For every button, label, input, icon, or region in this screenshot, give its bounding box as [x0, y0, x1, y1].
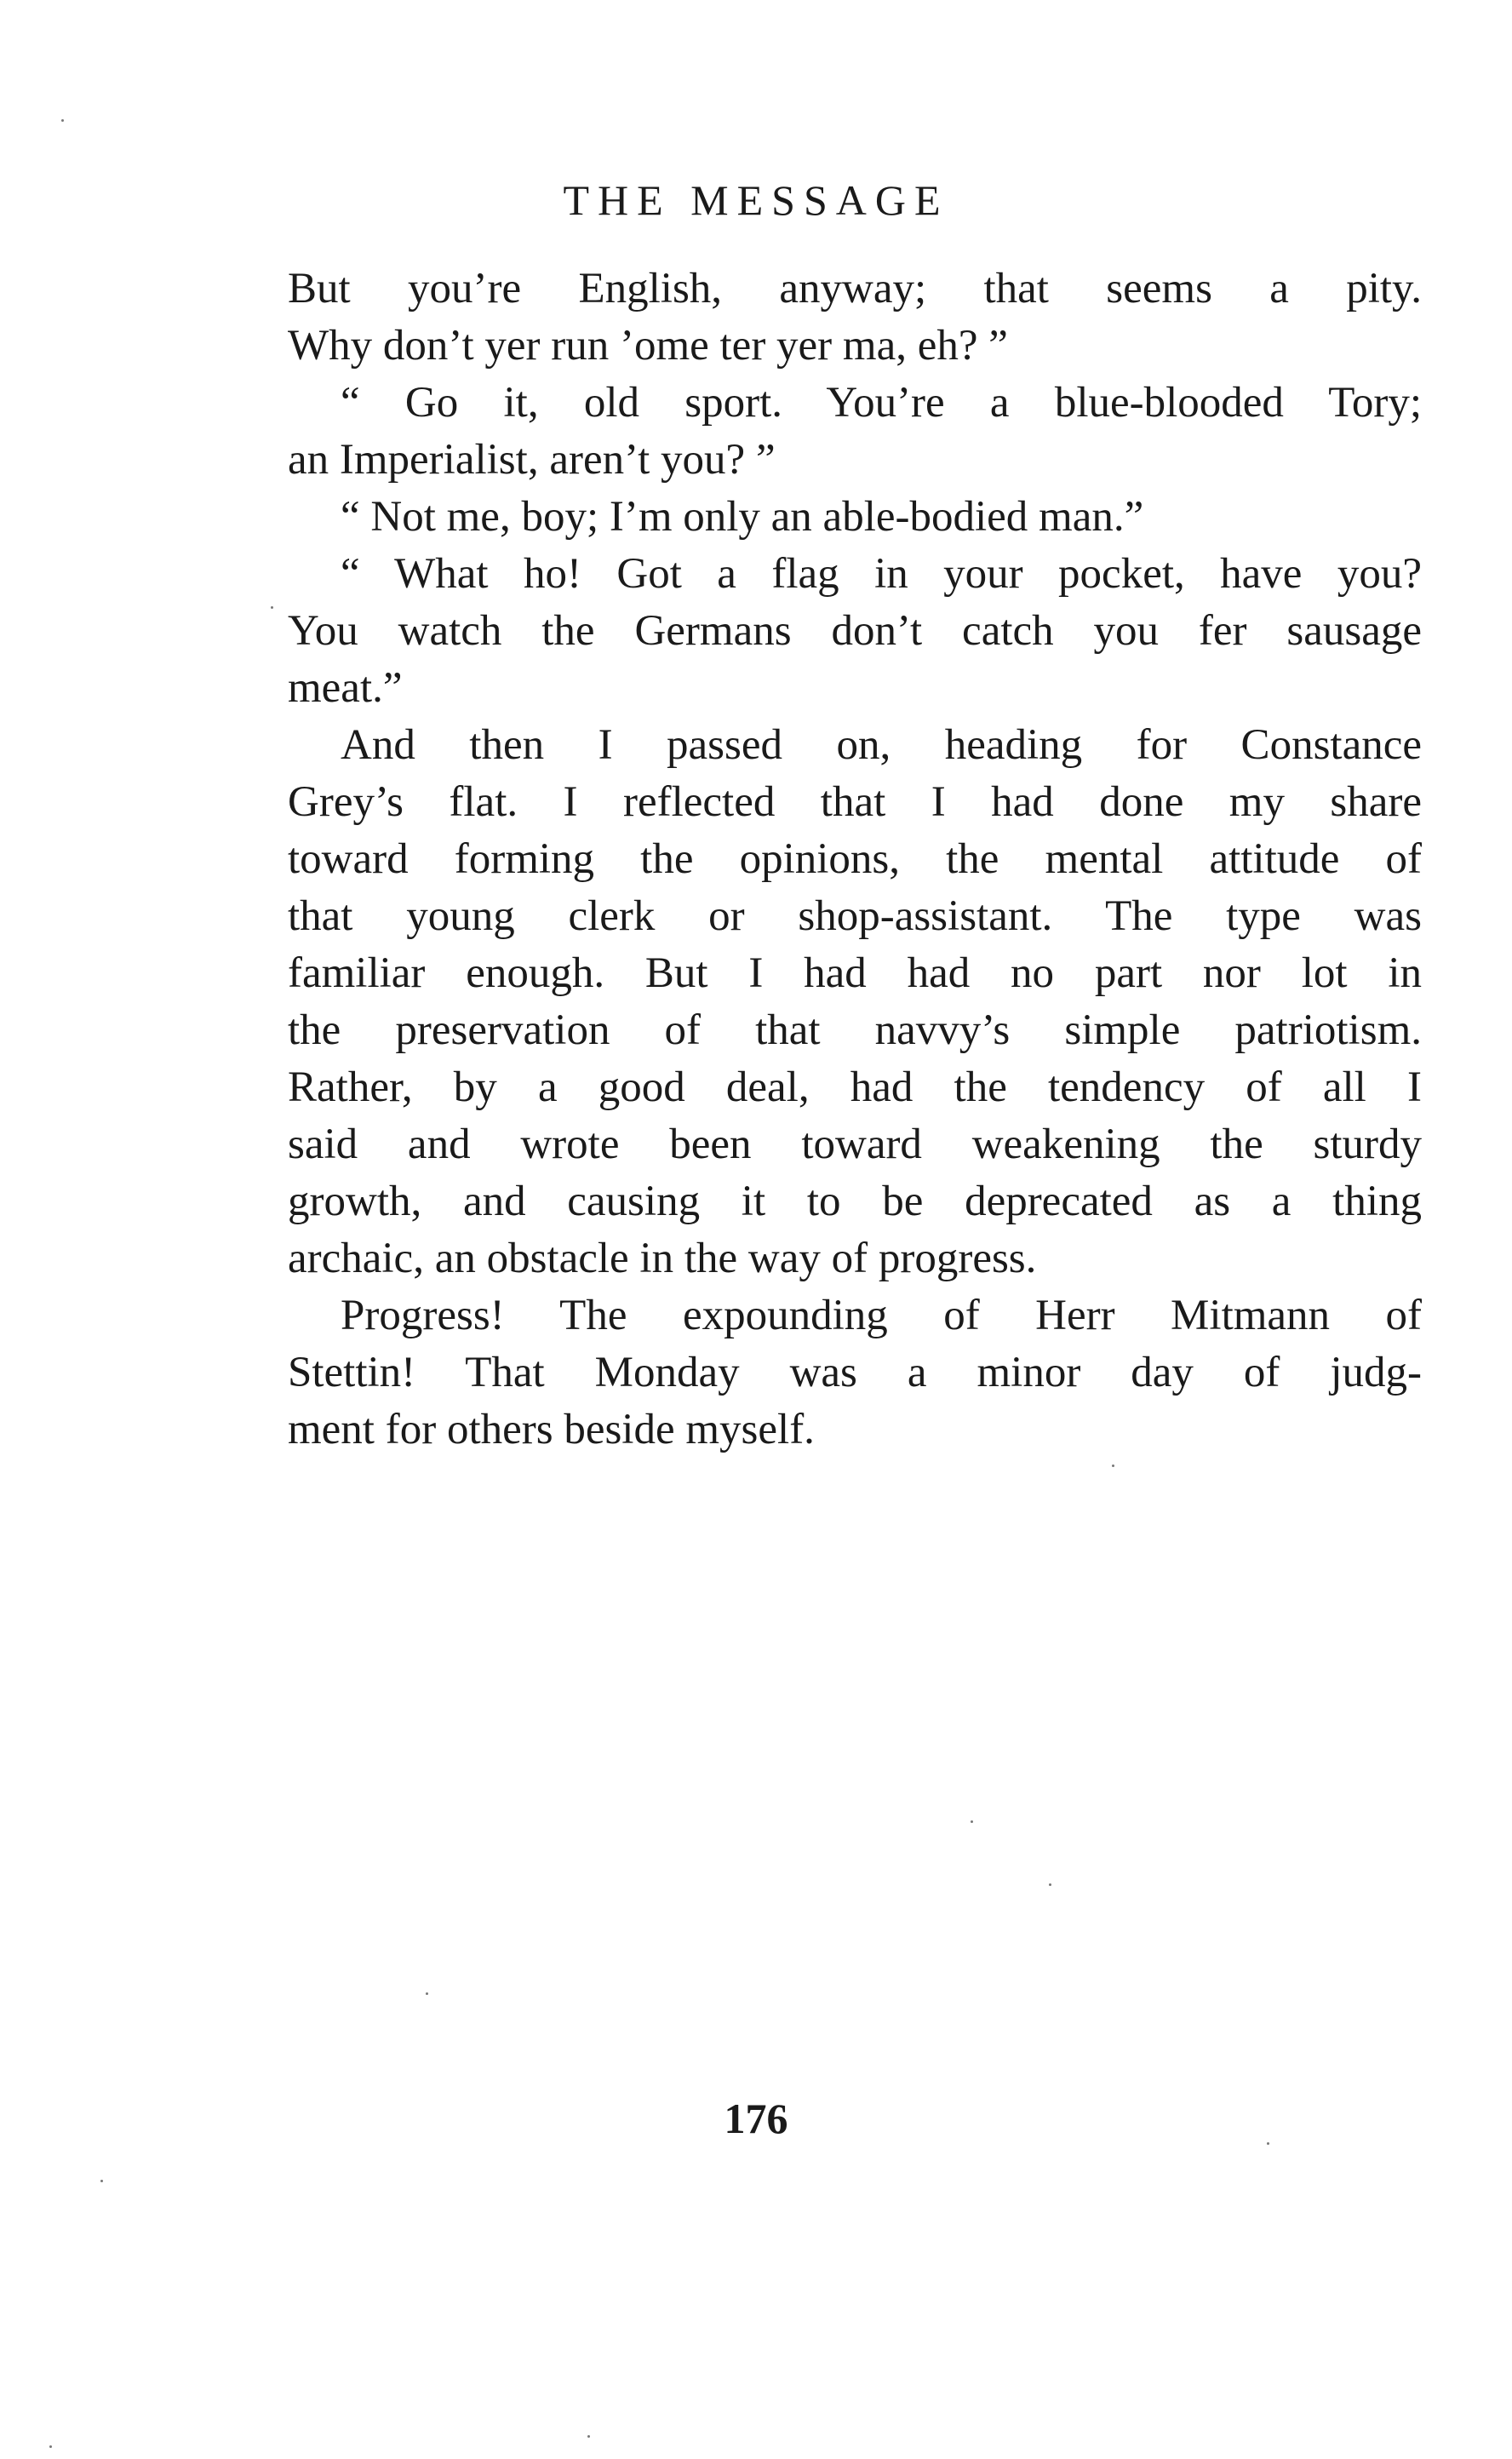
scan-speck	[100, 2180, 103, 2182]
text-line: growth, and causing it to be deprecated as a thing	[288, 1178, 1422, 1225]
text-line: You watch the Germans don’t catch you fer sausage	[288, 607, 1422, 655]
text-line: Progress! The expounding of Herr Mitmann of	[341, 1292, 1422, 1339]
text-line: “ Go it, old sport. You’re a blue-blooded Tory;	[341, 379, 1422, 427]
text-line: And then I passed on, heading for Constance	[341, 721, 1422, 769]
text-line: “ Not me, boy; I’m only an able-bodied man.”	[341, 493, 1144, 541]
text-line: the preservation of that navvy’s simple patriotism.	[288, 1006, 1422, 1054]
text-line: “ What ho! Got a flag in your pocket, have you?	[341, 550, 1422, 598]
scan-speck	[1049, 1883, 1051, 1886]
scan-speck	[1267, 2142, 1269, 2145]
text-line: that young clerk or shop-assistant. The type was	[288, 892, 1422, 940]
text-line: archaic, an obstacle in the way of progress.	[288, 1235, 1037, 1282]
text-line: familiar enough. But I had had no part nor lot in	[288, 949, 1422, 997]
scan-speck	[271, 606, 273, 609]
text-line: meat.”	[288, 664, 403, 712]
running-title: THE MESSAGE	[563, 176, 949, 224]
scan-speck	[426, 1992, 428, 1995]
text-line: said and wrote been toward weakening the sturdy	[288, 1121, 1422, 1168]
text-line: Grey’s flat. I reflected that I had done my share	[288, 778, 1422, 826]
text-line: ment for others beside myself.	[288, 1406, 815, 1453]
scan-speck	[49, 2445, 52, 2448]
text-line: toward forming the opinions, the mental attitude of	[288, 835, 1422, 883]
scan-speck	[61, 119, 64, 122]
scan-speck	[587, 2435, 590, 2438]
scan-speck	[971, 1820, 973, 1823]
scan-speck	[1112, 1465, 1114, 1467]
text-line: But you’re English, anyway; that seems a pity.	[288, 265, 1422, 312]
text-line: Stettin! That Monday was a minor day of judg-	[288, 1349, 1422, 1396]
text-line: Rather, by a good deal, had the tendency of all I	[288, 1063, 1422, 1111]
text-line: Why don’t yer run ’ome ter yer ma, eh? ”	[288, 322, 1008, 370]
text-line: an Imperialist, aren’t you? ”	[288, 436, 776, 484]
page-number: 176	[724, 2095, 788, 2142]
body-text	[288, 261, 1422, 1459]
